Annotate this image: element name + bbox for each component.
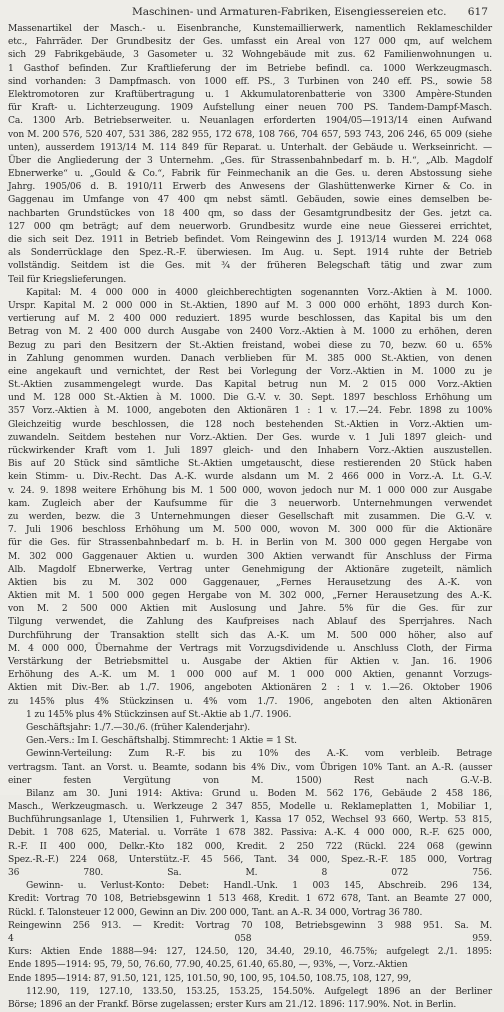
text-line: sind vorhanden: 3 Dampfmasch. von 1000 eff. PS., 3 Turbinen von 240 eff. PS., sowie 58 <box>8 76 492 87</box>
text-line: von M. 200 576, 520 407, 531 386, 282 955, 172 678, 108 766, 704 657, 593 743, 206 246, 65 009 (siehe <box>8 129 492 140</box>
text-line: in Zahlung genommen wurden. Danach verblieben für M. 385 000 St.-Aktien, von denen <box>8 353 492 364</box>
text-line: etc., Fahrräder. Der Grundbesitz der Ges. umfasst ein Areal von 127 000 qm, auf welchem <box>8 37 492 48</box>
text-line: Verstärkung der Betriebsmittel u. Ausgabe der Aktien für Aktien v. Jan. 16. 1906 <box>8 657 492 667</box>
text-line: einer festen Vergütung von M. 1500) Rest nach G.-V.-B. <box>8 775 492 786</box>
text-line: Gaggenau im Umfange von 47 400 qm nebst sämtl. Gebäuden, sowie eines demselben be- <box>8 195 492 206</box>
text-line: eine angekauft und vernichtet, der Rest bei Vorlegung der Vorz.-Aktien in M. 1000 zu je <box>8 366 492 377</box>
text-line: M. 4 000 000, Übernahme der Vertrags mit Vorzugsdividende u. Anschluss Cloth, der Firma <box>8 643 492 654</box>
text-line: v. 24. 9. 1898 weitere Erhöhung bis M. 1 500 000, wovon jedoch nur M. 1 000 000 zur Ausgabe <box>8 485 492 496</box>
text-line: Aktien mit M. 1 500 000 gegen Hergabe von M. 302 000, „Ferner Herausetzung des A.-K. <box>8 591 492 602</box>
text-line: Debit. 1 708 625, Material. u. Vorräte 1 678 382. Passiva: A.-K. 4 000 000, R.-F. 625 000, <box>8 828 492 839</box>
text-line: unten), ausserdem 1913/14 M. 114 849 für Reparat. u. Unterhalt. der Gebäude u. Werkseinricht. — <box>8 142 492 153</box>
text-line: Jahrg. 1905/06 d. B. 1910/11 Erwerb des Anwesens der Glashüttenwerke Kirner & Co. in <box>8 182 492 193</box>
text-line: Erhöhung des A.-K. um M. 1 000 000 auf M. 1 000 000 Aktien, genannt Vorzugs- <box>8 670 492 681</box>
text-line: von M. 2 500 000 Aktien mit Auslosung und Jahre. 5% für die Ges. für zur <box>8 604 492 615</box>
text-line: Aktien bis zu M. 302 000 Gaggenauer, „Fernes Herausetzung des A.-K. von <box>8 577 492 588</box>
text-line: 127 000 qm beträgt; auf dem neuerworb. Grundbesitz wurde eine neue Giesserei errichtet, <box>8 221 492 232</box>
running-header <box>0 6 504 22</box>
text-line: R.-F. II 400 000, Delkr.-Kto 182 000, Kredit. 2 250 722 (Rückl. 224 068 (gewinn <box>8 841 492 852</box>
text-line: Bilanz am 30. Juni 1914: Aktiva: Grund u. Boden M. 562 176, Gebäude 2 458 186, <box>26 788 492 799</box>
running-title: Maschinen- und Armaturen-Fabriken, Eisengiessereien etc. <box>132 6 447 18</box>
text-line: für Kraft- u. Lichterzeugung. 1909 Aufstellung einer neuen 700 PS. Tandem-Dampf-Masch. <box>8 103 492 114</box>
text-line: 7. Juli 1906 beschloss Erhöhung um M. 500 000, wovon M. 300 000 für die Aktionäre <box>8 525 492 536</box>
text-line: 112.90, 119, 127.10, 133.50, 153.25, 153.25, 154.50%. Aufgelegt 1896 an der Berliner <box>26 986 492 997</box>
text-line: vertierung auf M. 2 400 000 reduziert. 1895 wurde beschlossen, das Kapital bis um den <box>8 314 492 325</box>
text-line: Ende 1895—1914: 95, 79, 50, 76.60, 77.90, 40.25, 61.40, 65.80, —, 93%, —, Vorz.-Aktien <box>8 960 408 971</box>
text-line: Gewinn-Verteilung: Zum R.-F. bis zu 10% des A.-K. vom verbleib. Betrage <box>26 749 492 760</box>
text-line: St.-Aktien zusammengelegt wurde. Das Kapital betrug nun M. 2 015 000 Vorz.-Aktien <box>8 380 492 391</box>
text-line: 357 Vorz.-Aktien à M. 1000, angeboten den Aktionären 1 : 1 v. 17.—24. Febr. 1898 zu 100% <box>8 406 492 417</box>
text-line: Spez.-R.-F.) 224 068, Unterstütz.-F. 45 566, Tant. 34 000, Spez.-R.-F. 185 000, Vortrag <box>8 854 492 865</box>
text-line: Bis auf 20 Stück sind sämtliche St.-Aktien umgetauscht, diese restierenden 20 Stück haben <box>8 459 492 470</box>
text-line: Masch., Werkzeugmasch. u. Werkzeuge 2 347 855, Modelle u. Reklameplatten 1, Mobiliar 1, <box>8 802 492 813</box>
text-line: nachbarten Grundstückes von 18 400 qm, so dass der Gesamtgrundbesitz der Ges. jetzt ca. <box>8 208 492 219</box>
text-line: vertragsm. Tant. an Vorst. u. Beamte, sodann bis 4% Div., vom Übrigen 10% Tant. an A.-R. (ausser <box>8 762 492 773</box>
text-line: Buchführungsanlage 1, Utensilien 1, Fuhrwerk 1, Kassa 17 052, Wechsel 93 660, Wertp. 53 815, <box>8 815 492 826</box>
text-line: Gleichzeitig wurde beschlossen, die 128 noch bestehenden St.-Aktien in Vorz.-Aktien um- <box>8 419 492 430</box>
text-line: Gen.-Vers.: Im I. Geschäftshalbj. Stimmrecht: 1 Aktie = 1 St. <box>26 736 297 747</box>
text-line: Alb. Magdolf Ebnerwerke, Vertrag unter Genehmigung der Aktionäre zugeteilt, nämlich <box>8 564 492 575</box>
text-line: als Sonderrücklage den Spez.-R.-F. überwiesen. Im Aug. u. Sept. 1914 ruhte der Betrieb <box>8 248 492 259</box>
text-line: Gewinn- u. Verlust-Konto: Debet: Handl.-Unk. 1 003 145, Abschreib. 296 134, <box>26 881 492 892</box>
text-line: Börse; 1896 an der Frankf. Börse zugelassen; erster Kurs am 21./12. 1896: 117.90%. Not. in Berlin. <box>8 999 457 1010</box>
text-line: Kapital: M. 4 000 000 in 4000 gleichberechtigten sogenannten Vorz.-Aktien à M. 1000. <box>26 287 492 298</box>
text-line: sich 29 Fabrikgebäude, 3 Gasometer u. 32 Wohngebäude mit zus. 62 Familienwohnungen u. <box>8 50 492 61</box>
text-line: Reingewinn 256 913. — Kredit: Vortrag 70 108, Betriebsgewinn 3 988 951. Sa. M. <box>8 920 492 931</box>
text-line: Bezug zu pari den Besitzern der St.-Aktien freistand, wobei diese zu 70, bezw. 60 u. 65% <box>8 340 492 351</box>
text-line: Ca. 1300 Arb. Betriebserweiter. u. Neuanlagen erforderten 1904/05—1913/14 einen Aufwand <box>8 116 492 127</box>
text-line: 4 058 959. <box>8 933 492 944</box>
text-line: Aktien mit Div.-Ber. ab 1./7. 1906, angeboten Aktionären 2 : 1 v. 1.—26. Oktober 1906 <box>8 683 492 694</box>
text-line: Massenartikel der Masch.- u. Eisenbranche, Kunstemaillierwerk, namentlich Reklameschilder <box>8 24 492 34</box>
text-line: Ende 1895—1914: 87, 91.50, 121, 125, 101.50, 90, 100, 95, 104.50, 108.75, 108, 127, 99, <box>8 973 412 984</box>
text-line: kam. Zugleich aber der Kaufsumme für die 3 neuerworb. Unternehmungen verwendet <box>8 498 492 509</box>
text-line: 1 Gasthof befinden. Zur Kraftlieferung der im Betriebe befindl. ca. 1000 Werkzeugmasch. <box>8 63 492 74</box>
text-line: Geschäftsjahr: 1./7.—30./6. (früher Kalenderjahr). <box>26 722 251 733</box>
text-line: vollständig. Seitdem ist die Ges. mit ¾ der früheren Belegschaft tätig und zwar zum <box>8 261 492 272</box>
text-line: Elektromotoren zur Kraftübertragung u. 1 Akkumulatorenbatterie von 3300 Ampère-Stunden <box>8 89 492 100</box>
text-line: Tilgung verwendet, die Zahlung des Kaufpreises nach Ablauf des Sperrjahres. Nach <box>8 617 492 628</box>
text-line: Kurs: Aktien Ende 1888—94: 127, 124.50, 120, 34.40, 29.10, 46.75%; aufgelegt 2./1. 1895: <box>8 947 492 958</box>
text-line: zuwandeln. Seitdem bestehen nur Vorz.-Aktien. Der Ges. wurde v. 1 Juli 1897 gleich- und <box>8 432 492 443</box>
text-line: Rückl. f. Talonsteuer 12 000, Gewinn an Div. 200 000, Tant. an A.-R. 34 000, Vortrag 36 780. <box>8 907 423 918</box>
text-line: Betrag von M. 2 400 000 durch Ausgabe von 2400 Vorz.-Aktien à M. 1000 zu erhöhen, deren <box>8 327 492 338</box>
text-line: 1 zu 145% plus 4% Stückzinsen auf St.-Aktie ab 1./7. 1906. <box>26 709 292 720</box>
text-line: Urspr. Kapital M. 2 000 000 in St.-Aktien, 1890 auf M. 3 000 000 erhöht, 1893 durch Kon- <box>8 300 492 311</box>
text-line: rückwirkender Kraft vom 1. Juli 1897 gleich- und den Inhabern Vorz.-Aktien auszustellen. <box>8 446 492 456</box>
text-line: M. 302 000 Gaggenauer Aktien u. wurden 300 Aktien verwandt für Anschluss der Firma <box>8 551 492 562</box>
text-line: für die Ges. für Strassenbahnbedarf m. b. H. in Berlin von M. 300 000 gegen Hergabe von <box>8 538 492 549</box>
page-body-text <box>8 23 492 1012</box>
text-line: Teil für Kriegslieferungen. <box>8 274 127 285</box>
text-line: Ebnerwerke“ u. „Gould & Co.“, Fabrik für Feinmechanik an die Ges. u. deren Abstossung siehe <box>8 169 492 180</box>
text-line: Über die Angliederung der 3 Unternehm. „Ges. für Strassenbahnbedarf m. b. H.“, „Alb. Magdolf <box>8 155 492 166</box>
text-line: Kredit: Vortrag 70 108, Betriebsgewinn 1 513 468, Kredit. 1 672 678, Tant. an Beamte 27 000, <box>8 894 492 905</box>
text-line: Durchführung der Transaktion stellt sich das A.-K. um M. 500 000 höher, also auf <box>8 630 492 641</box>
text-line: 36 780. Sa. M. 8 072 756. <box>8 868 492 878</box>
text-line: zu werden, bezw. die 3 Unternehmungen dieser Gesellschaft mit zusammen. Die G.-V. v. <box>8 511 492 522</box>
page-number: 617 <box>467 6 488 18</box>
text-line: und M. 128 000 St.-Aktien à M. 1000. Die G.-V. v. 30. Sept. 1897 beschloss Erhöhung um <box>8 393 492 404</box>
text-line: zu 145% plus 4% Stückzinsen u. 4% vom 1./7. 1906, angeboten den alten Aktionären <box>8 696 492 707</box>
text-line: die sich seit Dez. 1911 in Betrieb befindet. Vom Reingewinn des J. 1913/14 wurden M. 224 068 <box>8 235 492 245</box>
text-line: kein Stimm- u. Div.-Recht. Das A.-K. wurde alsdann um M. 2 466 000 in Vorz.-A. Lt. G.-V. <box>8 472 492 483</box>
